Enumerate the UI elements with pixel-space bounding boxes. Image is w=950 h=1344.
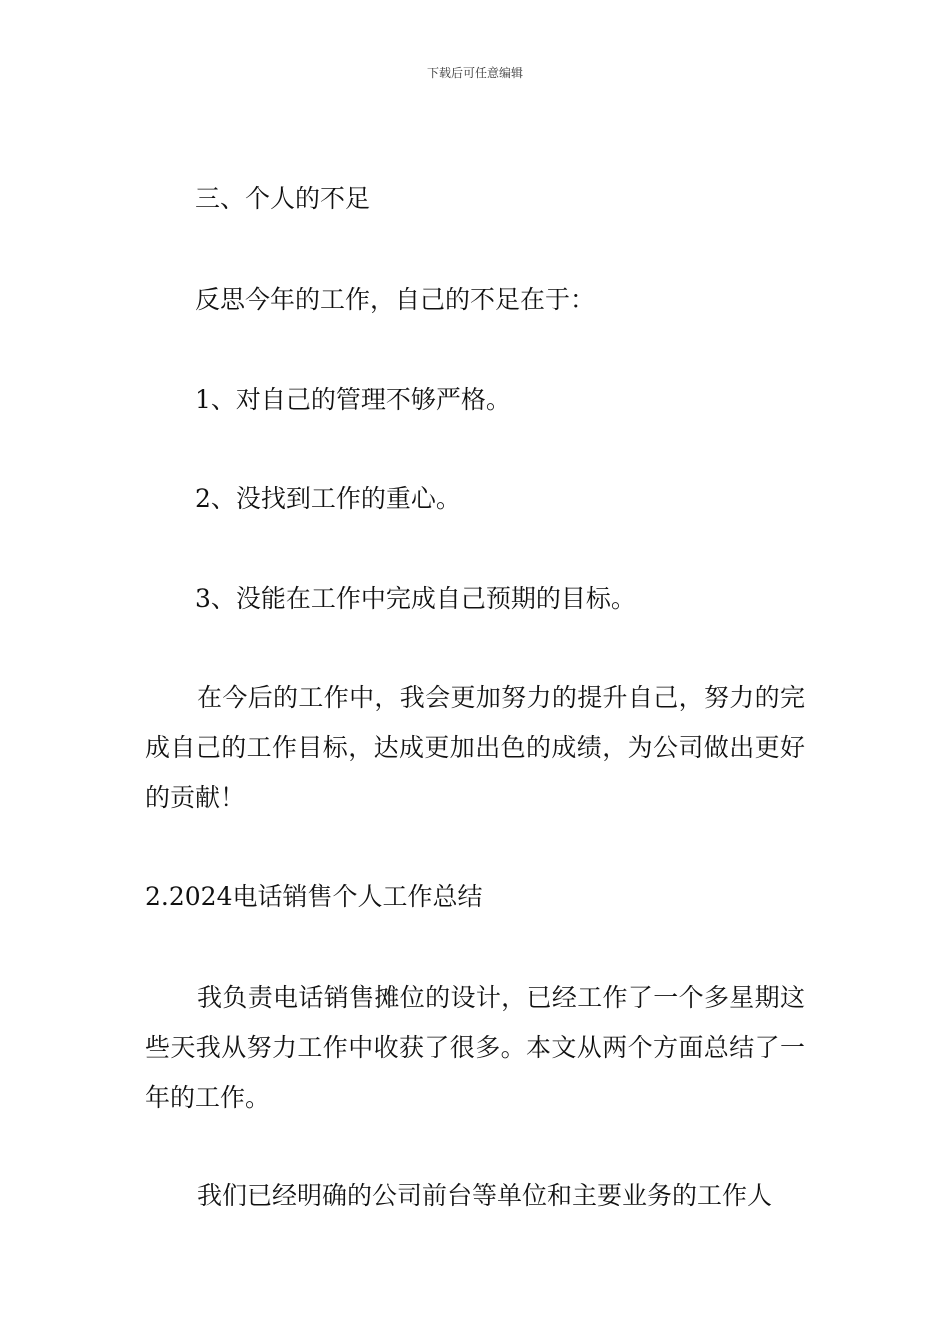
closing-paragraph: 在今后的工作中，我会更加努力的提升自己，努力的完成自己的工作目标，达成更加出色的成绩，为公司做出更好的贡献！ <box>145 683 805 812</box>
page-header: 下载后可任意编辑 <box>426 66 523 80</box>
body-paragraph: 我负责电话销售摊位的设计，已经工作了一个多星期这些天我从努力工作中收获了很多。本文从两个方面总结了一年的工作。 <box>145 983 805 1112</box>
article-title: 2.2024电话销售个人工作总结 <box>145 882 483 911</box>
intro-paragraph: 反思今年的工作，自己的不足在于： <box>195 285 596 314</box>
list-item: 1、对自己的管理不够严格。 <box>195 385 511 414</box>
body-paragraph: 我们已经明确的公司前台等单位和主要业务的工作人 <box>197 1181 773 1210</box>
section-heading: 三、个人的不足 <box>195 184 371 213</box>
list-item: 3、没能在工作中完成自己预期的目标。 <box>195 584 636 613</box>
list-item: 2、没找到工作的重心。 <box>195 484 461 513</box>
